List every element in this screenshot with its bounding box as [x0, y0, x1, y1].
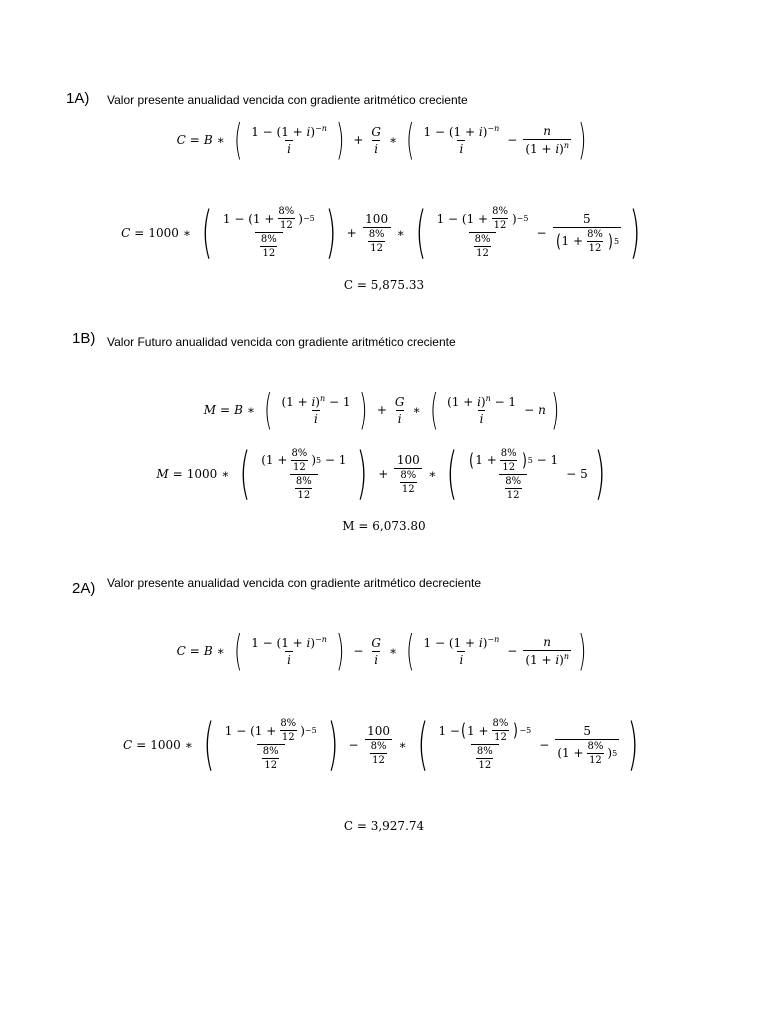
section-1b-label: 1B)	[72, 330, 96, 347]
section-1a-numeric-formula: C = 1000 ∗ ( 1 − (1 + $\frac{8\%}{12}$ ) −5 $\frac{8\%}{12}$ ) + $\frac{100}{\frac{8\%}{12}}$ ∗ ( 1 − (1 + $\frac{8\%}{12}$ ) −5 $\frac{8\%}{12}$ − 5 ( 1 + $\frac{8\%}{12}$ ) 5 )	[121, 199, 641, 265]
section-1a-result: C = 5,875.33	[343, 278, 425, 292]
section-1b-result: M = 6,073.80	[342, 519, 426, 533]
section-1a-label: 1A)	[66, 90, 90, 107]
section-1b-title: Valor Futuro anualidad vencida con gradiente aritmético creciente	[107, 335, 456, 349]
section-1b-numeric-formula: M = 1000 ∗ ( (1 + $\frac{8\%}{12}$ ) 5 − 1 $\frac{8\%}{12}$ ) + $\frac{100}{\frac{8\%}{12}}$ ∗ ( ( 1 + $\frac{8\%}{12}$ ) 5 − 1 $\frac{8\%}{12}$ − 5 )	[156, 441, 606, 506]
section-1b-general-formula: M = B ∗ ( $\frac{(1 + i)^n - 1}{i}$ ) + $\frac{G}{i}$ ∗ ( $\frac{(1 + i)^n - 1}{i}$ − n )	[203, 385, 560, 434]
section-2a-result: C = 3,927.74	[343, 819, 425, 833]
section-2a-title: Valor presente anualidad vencida con gradiente aritmético decreciente	[107, 576, 482, 590]
section-1a-title: Valor presente anualidad vencida con gradiente aritmético creciente	[107, 93, 468, 107]
section-2a-numeric-formula: C = 1000 ∗ ( 1 − (1 + $\frac{8\%}{12}$ ) −5 $\frac{8\%}{12}$ ) − $\frac{100}{\frac{8\%}{12}}$ ∗ ( 1 − ( 1 + $\frac{8\%}{12}$ ) −5 $\frac{8\%}{12}$ − 5 (1 + $\frac{8\%}{12}$ ) 5 )	[122, 711, 639, 777]
section-2a-general-formula: C = B ∗ ( $\frac{1 - (1 + i)^{-n}}{i}$ ) − $\frac{G}{i}$ ∗ ( $\frac{1 - (1 + i)^{-n}}{i}$ − $\frac{n}{(1 + i)^n}$ )	[176, 626, 587, 675]
section-1a-general-formula: C = B ∗ ( $\frac{1 - (1 + i)^{-n}}{i}$ ) + $\frac{G}{i}$ ∗ ( $\frac{1 - (1 + i)^{-n}}{i}$ − $\frac{n}{(1 + i)^n}$ )	[176, 115, 587, 164]
section-2a-label: 2A)	[72, 580, 96, 597]
